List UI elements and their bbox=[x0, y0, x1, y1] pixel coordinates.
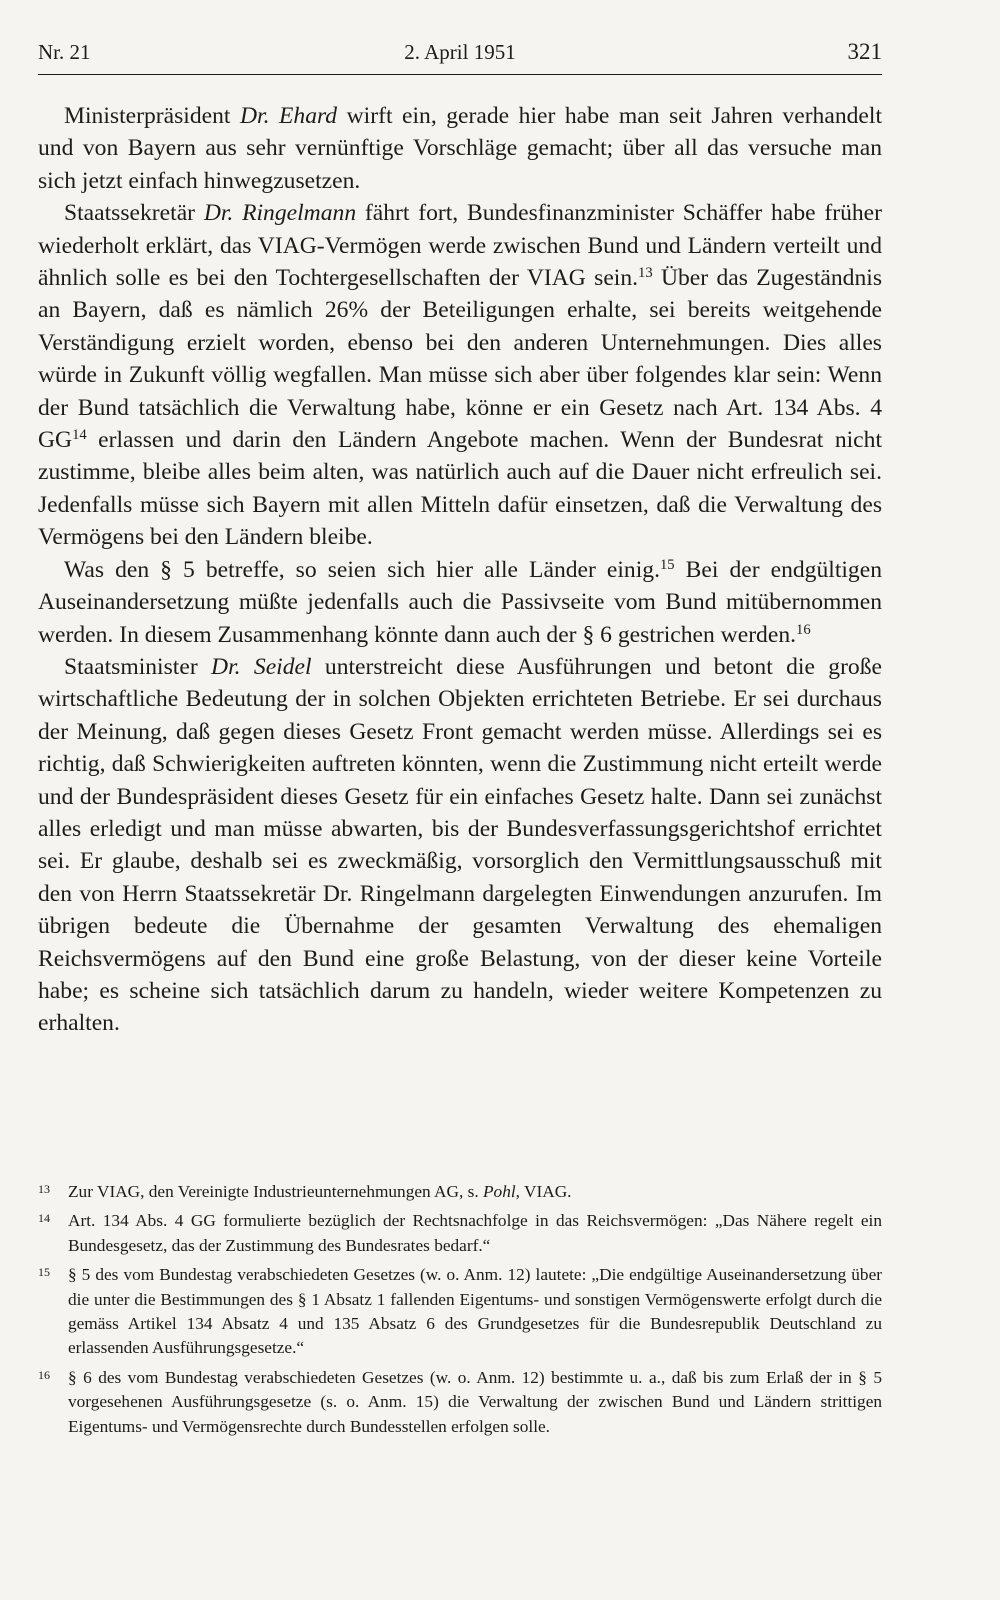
text-run: fährt fort, Bundesfinanzminister Schäffer habe früher wiederholt erklärt, das VIAG-Vermögen werde zwischen Bund und Ländern verteilt und ähnlich solle es bei den Tochtergesellschaften der VIAG sein. bbox=[38, 200, 883, 292]
text-run: Was den § 5 betreffe, so seien sich hier alle Länder einig. bbox=[64, 556, 660, 583]
footnote-number: 13 bbox=[38, 1182, 50, 1196]
footnote-ref: 13 bbox=[638, 264, 653, 281]
footnote-ref: 15 bbox=[659, 556, 675, 573]
issue-number: Nr. 21 bbox=[38, 40, 91, 64]
footnote-number: 15 bbox=[38, 1265, 50, 1280]
paragraph-ehard bbox=[38, 100, 882, 197]
footnote-13 bbox=[38, 1180, 882, 1204]
paragraph-ringelmann bbox=[38, 197, 882, 553]
footnote-14 bbox=[38, 1209, 882, 1258]
speaker-name: Dr. Seidel bbox=[211, 653, 312, 680]
speaker-name: Dr. Ringelmann bbox=[203, 200, 357, 227]
paragraph-laender bbox=[38, 554, 882, 651]
text-run: Über das Zugeständnis an Bayern, daß es nämlich 26% der Beteiligungen erhalte, sei bereits weitgehende Verständigung erzielt worden, ebenso bei den anderen Unternehmungen. Dies alles würde in Zukunft völlig wegfallen. Man müsse sich aber über folgendes klar sein: Wenn der Bund tatsächlich die Verwaltung habe, könne er ein Gesetz nach Art. 134 Abs. 4 GG bbox=[38, 265, 883, 454]
footnote-15 bbox=[38, 1263, 882, 1361]
author-name: Pohl, bbox=[483, 1182, 520, 1201]
header-rule bbox=[38, 74, 882, 75]
footnote-text: VIAG. bbox=[519, 1182, 572, 1201]
footnote-number: 14 bbox=[38, 1211, 50, 1226]
running-head bbox=[38, 37, 882, 67]
text-run: Staatsminister bbox=[64, 653, 212, 680]
footnote-text: Zur VIAG, den Vereinigte Industrieunternehmungen AG, s. bbox=[68, 1182, 483, 1201]
main-text bbox=[38, 100, 882, 1040]
header-date: 2. April 1951 bbox=[404, 40, 516, 64]
footnote-ref: 16 bbox=[796, 621, 811, 638]
paragraph-seidel bbox=[38, 651, 882, 1040]
text-run: Staatssekretär bbox=[64, 200, 204, 227]
footnote-number: 16 bbox=[38, 1367, 50, 1382]
text-run: Ministerpräsident bbox=[64, 103, 240, 129]
footnote-text: Art. 134 Abs. 4 GG formulierte bezüglich der Rechtsnachfolge in das Reichsvermögen: „Das Nähere regelt ein Bundesgesetz, das der Zustimmung des Bundesrates bedarf.“ bbox=[68, 1211, 882, 1255]
footnotes bbox=[38, 1180, 882, 1444]
footnote-text: § 5 des vom Bundestag verabschiedeten Gesetzes (w. o. Anm. 12) lautete: „Die endgültige Auseinandersetzung über die unter die Bestimmungen des § 1 Absatz 1 fallenden Eigentums- und sonstigen Vermögenswerte erfolgt durch die gemäss Artikel 134 Absatz 4 und 135 Absatz 6 des Grundgesetzes für die Bundesrepublik Deutschland zu erlassenden Ausführungsgesetze.“ bbox=[68, 1265, 882, 1358]
text-run: unterstreicht diese Ausführungen und betont die große wirtschaftliche Bedeutung der in solchen Objekten errichteten Betriebe. Er sei durchaus der Meinung, daß gegen dieses Gesetz Front gemacht werden müsse. Allerdings sei es richtig, daß Schwierigkeiten auftreten könnten, wenn die Zustimmung nicht erteilt werde und der Bundespräsident dieses Gesetz für ein einfaches Gesetz halte. Dann sei zunächst alles erledigt und man müsse abwarten, bis der Bundesverfassungsgerichtshof errichtet sei. Er glaube, deshalb sei es zweckmäßig, vorsorglich den Vermittlungsausschuß mit den von Herrn Staatssekretär Dr. Ringelmann dargelegten Einwendungen anzurufen. Im übrigen bedeute die Übernahme der gesamten Verwaltung des ehemaligen Reichsvermögens auf den Bund eine große Belastung, von der dieser keine Vorteile habe; es scheine sich tatsächlich darum zu handeln, wieder weitere Kompetenzen zu erhalten. bbox=[38, 653, 883, 1037]
text-run: erlassen und darin den Ländern Angebote machen. Wenn der Bundesrat nicht zustimme, bleibe alles beim alten, was natürlich auch auf die Dauer nicht erfreulich sei. Jedenfalls müsse sich Bayern mit allen Mitteln dafür einsetzen, daß die Verwaltung des Vermögens bei den Ländern bleibe. bbox=[38, 427, 882, 551]
page-number: 321 bbox=[847, 39, 882, 64]
text-run: Bei der endgültigen Auseinandersetzung müßte jedenfalls auch die Passivseite vom Bund mitübernommen werden. In diesem Zusammenhang könnte dann auch der § 6 gestrichen werden. bbox=[38, 556, 882, 648]
footnote-16 bbox=[38, 1366, 882, 1439]
speaker-name: Dr. Ehard bbox=[239, 103, 338, 129]
footnote-ref: 14 bbox=[72, 427, 87, 444]
text-run: wirft ein, gerade hier habe man seit Jahren verhandelt und von Bayern aus sehr vernünftige Vorschläge gemacht; über all das versuche man sich jetzt einfach hinwegzusetzen. bbox=[38, 103, 882, 194]
footnote-text: § 6 des vom Bundestag verabschiedeten Gesetzes (w. o. Anm. 12) bestimmte u. a., daß bis zum Erlaß der in § 5 vorgesehenen Ausführungsgesetze (s. o. Anm. 15) die Verwaltung der zwischen Bund und Ländern strittigen Eigentums- und Vermögensrechte durch Bundesstellen erfolgen solle. bbox=[68, 1367, 882, 1436]
